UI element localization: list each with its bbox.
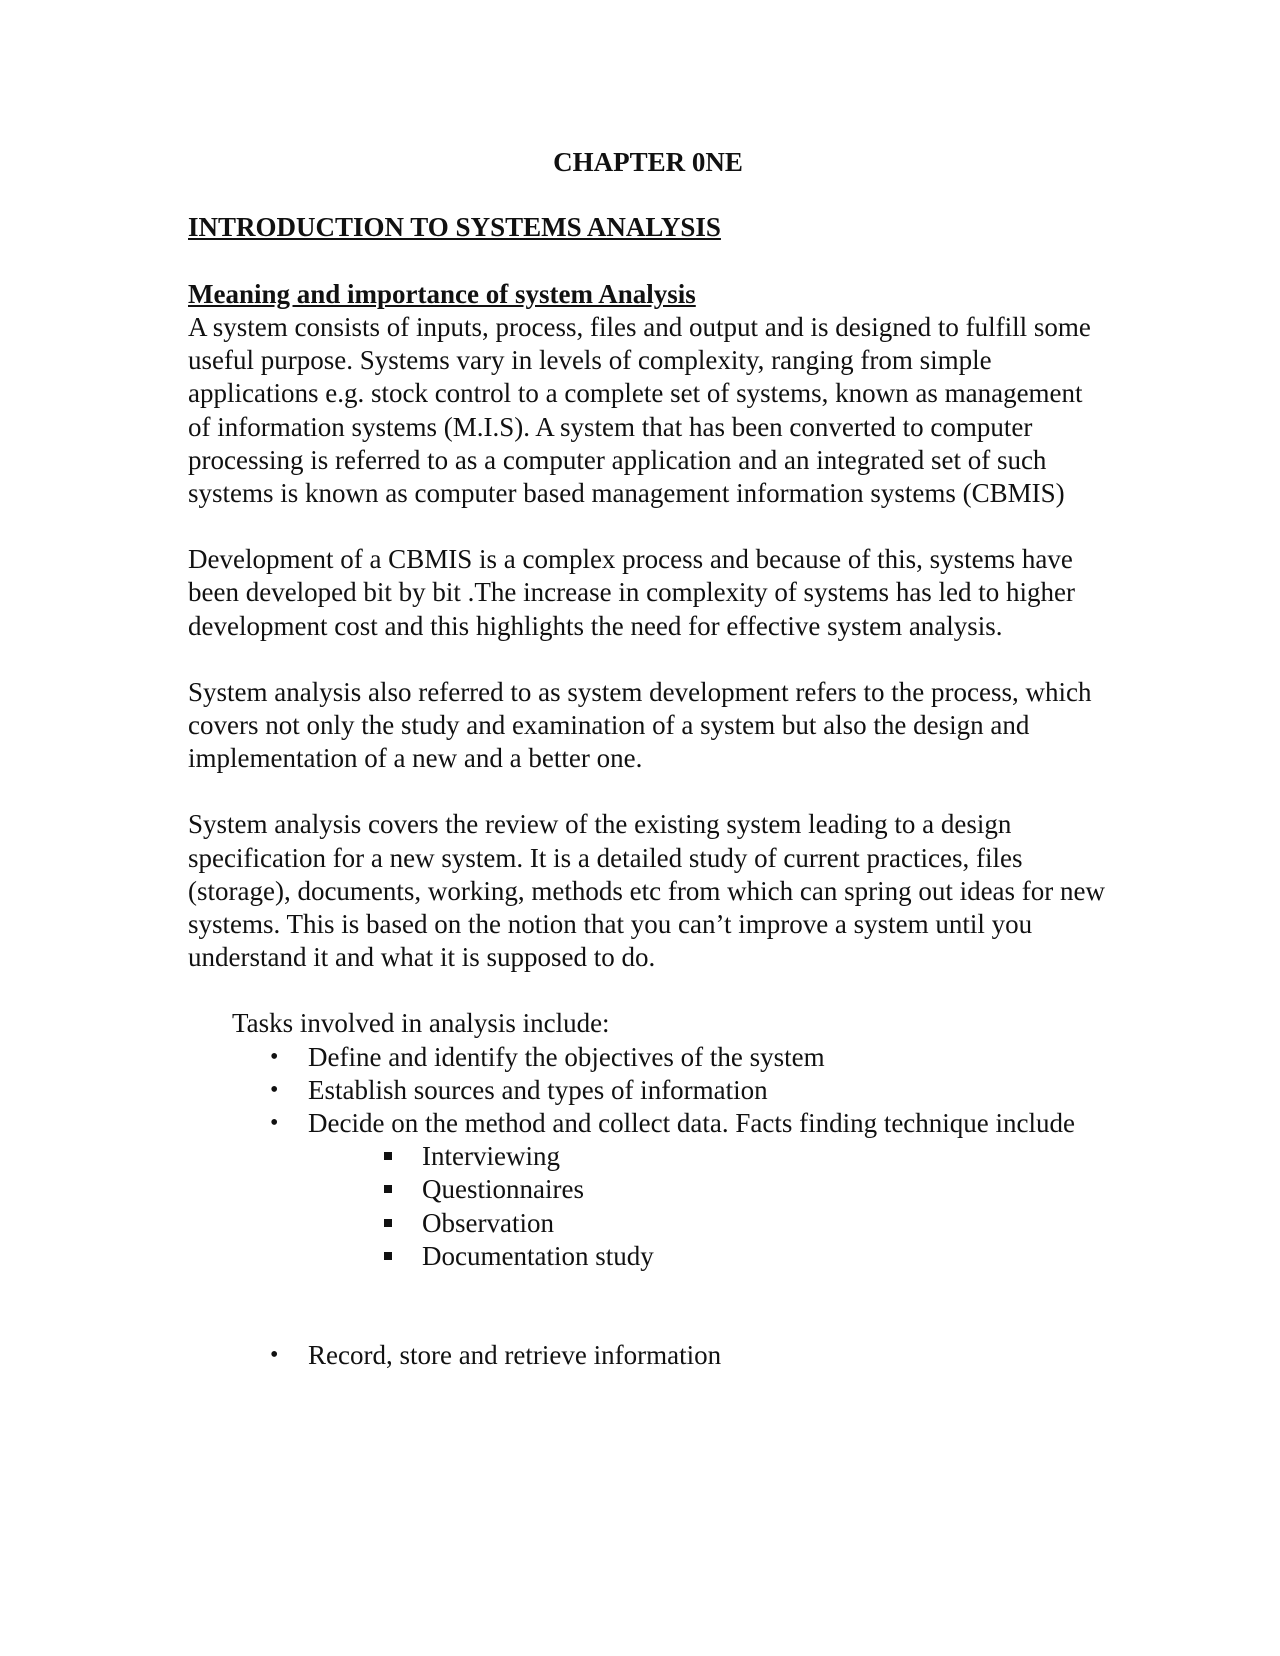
list-item — [384, 1240, 1108, 1273]
square-bullet-icon — [384, 1219, 392, 1227]
tasks-list — [188, 1041, 1108, 1373]
fact-finding-list — [308, 1140, 1108, 1273]
paragraph-system-definition: A system consists of inputs, process, files and output and is designed to fulfill some useful purpose. Systems vary in levels of complexity, ranging from simple applications e.g. stock control to a complete set of systems, known as management of information systems (M.I.S). A system that has been converted to computer processing is referred to as a computer application and an integrated set of such systems is known as computer based management information systems (CBMIS) — [188, 312, 1091, 509]
subsection-title: Meaning and importance of system Analysis — [188, 279, 696, 309]
bullet-icon: • — [270, 1043, 279, 1070]
task-text: Record, store and retrieve information — [308, 1340, 722, 1371]
square-bullet-icon — [384, 1252, 392, 1260]
document-content — [188, 146, 1108, 1372]
list-item — [384, 1140, 1108, 1173]
paragraph-system-analysis-definition: System analysis also referred to as system development refers to the process, which covers not only the study and examination of a system but also the design and implementation of a new and a better one. — [188, 676, 1092, 774]
list-item — [384, 1173, 1108, 1206]
list-item — [270, 1041, 1108, 1074]
list-item — [270, 1339, 1108, 1372]
technique-text: Interviewing — [422, 1141, 560, 1172]
task-text: Decide on the method and collect data. Facts finding technique include — [308, 1108, 1075, 1139]
chapter-title: CHAPTER 0NE — [553, 147, 743, 177]
bullet-icon: • — [270, 1342, 279, 1369]
bullet-icon: • — [270, 1110, 279, 1137]
section-title: INTRODUCTION TO SYSTEMS ANALYSIS — [188, 212, 721, 242]
bullet-icon: • — [270, 1076, 279, 1103]
tasks-intro: Tasks involved in analysis include: — [232, 1008, 610, 1039]
list-item — [270, 1074, 1108, 1107]
list-item — [270, 1107, 1108, 1273]
technique-text: Questionnaires — [422, 1174, 584, 1205]
square-bullet-icon — [384, 1185, 392, 1193]
paragraph-cbmis-development: Development of a CBMIS is a complex process and because of this, systems have been developed bit by bit .The increase in complexity of systems has led to higher development cost and this highlights the need for effective system analysis. — [188, 544, 1076, 641]
technique-text: Observation — [422, 1207, 554, 1238]
technique-text: Documentation study — [422, 1240, 654, 1271]
task-text: Define and identify the objectives of the system — [308, 1041, 825, 1072]
task-text: Establish sources and types of information — [308, 1074, 768, 1105]
square-bullet-icon — [384, 1152, 392, 1160]
list-item — [384, 1207, 1108, 1240]
paragraph-system-analysis-review: System analysis covers the review of the existing system leading to a design specification for a new system. It is a detailed study of current practices, files (storage), documents, working, methods etc from which can spring out ideas for new systems. This is based on the notion that you can’t improve a system until you understand it and what it is supposed to do. — [188, 809, 1106, 973]
